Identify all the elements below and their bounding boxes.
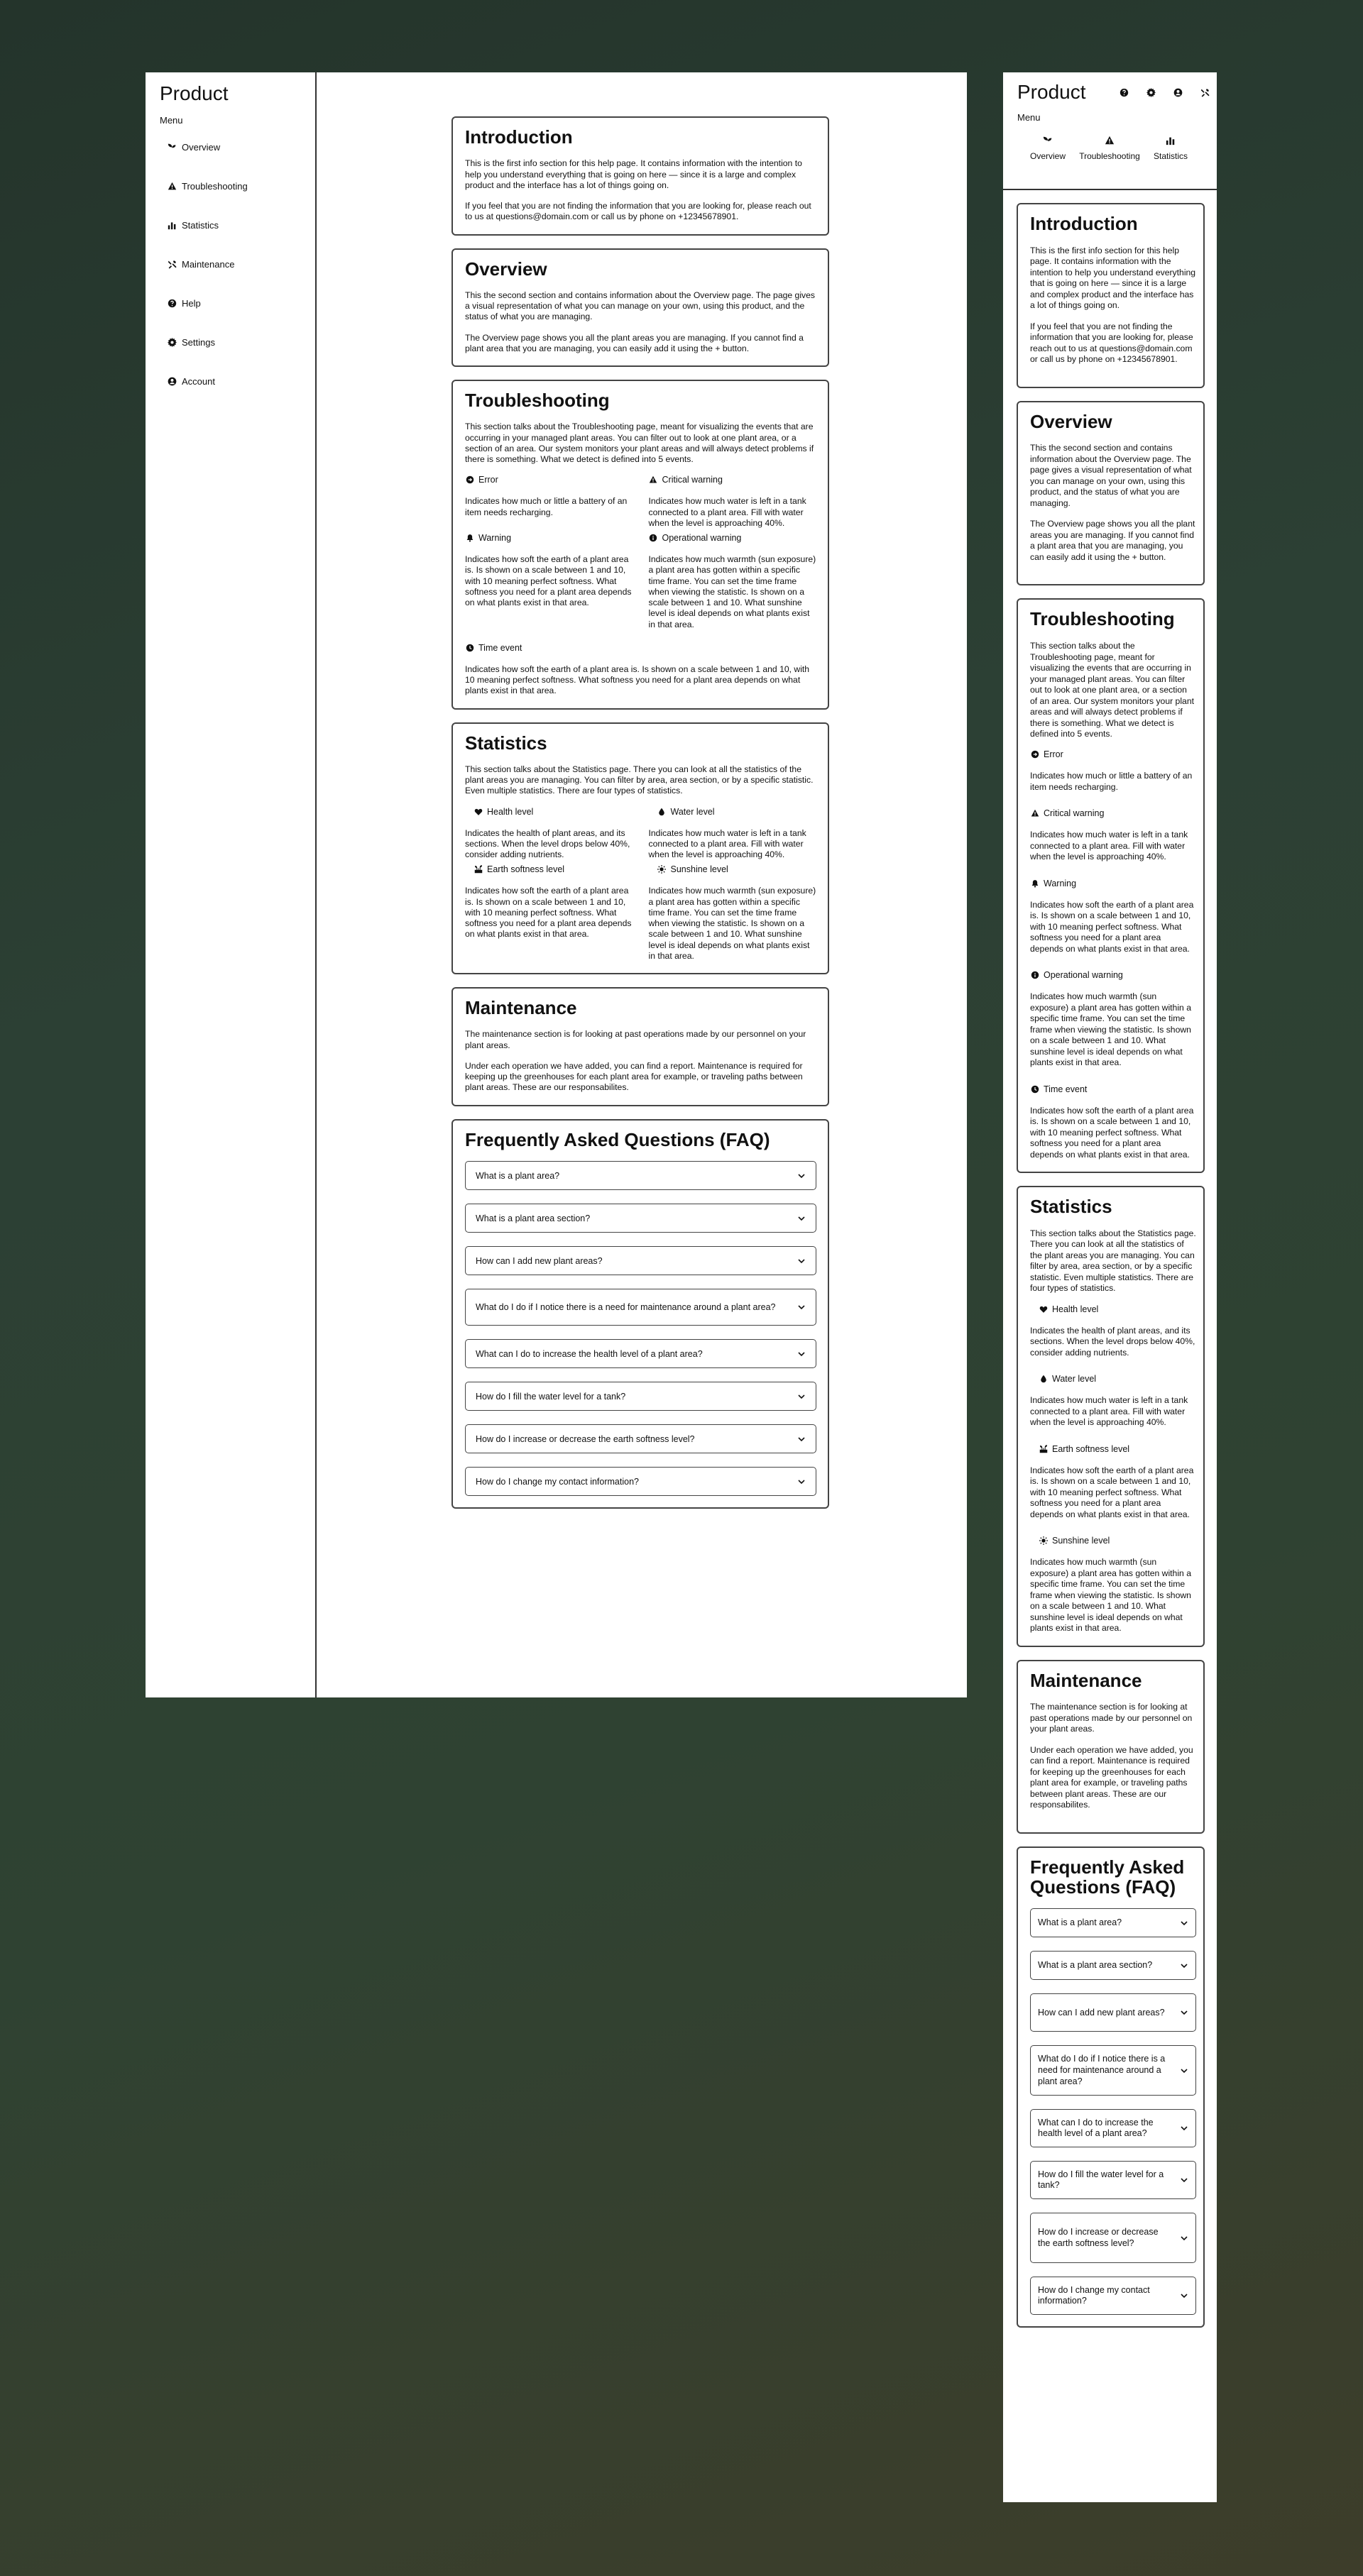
main-content [317, 72, 967, 1697]
stat-earth-softness [465, 864, 633, 962]
event-title: Error [1044, 749, 1063, 760]
nav-item-label: Statistics [1153, 151, 1188, 161]
chevron-down-icon [797, 1257, 806, 1265]
overview-title: Overview [465, 258, 547, 280]
warning-triangle-icon [1030, 809, 1039, 818]
sidebar-item-label: Settings [182, 336, 215, 348]
intro-contact-text: If you feel that you are not finding the information that you are looking for, please reach out to us at questions@domain.com or call us by phone on +12345678901. [1030, 321, 1193, 365]
stat-text: Indicates how soft the earth of a plant area is. Is shown on a scale between 1 and 10, with 10 meaning perfect softness. What softness you need for a plant area depends on what plants exist in that area. [1030, 1465, 1194, 1519]
overview-text: This the second section and contains information about the Overview page. The page gives a visual representation of what you can manage on your own, using this product, and the status of what you are managing. [465, 290, 815, 322]
header-icons [1119, 87, 1210, 97]
stat-text: Indicates how soft the earth of a plant area is. Is shown on a scale between 1 and 10, with 10 meaning perfect softness. What softness you need for a plant area depends on what plants exist in that area. [465, 886, 632, 940]
faq-card [451, 1119, 829, 1509]
event-time-event [1030, 1084, 1196, 1160]
event-warning [465, 533, 633, 630]
event-text: Indicates how soft the earth of a plant area is. Is shown on a scale between 1 and 10, with 10 meaning perfect softness. What softness you need for a plant area depends on what plants exist in that area. [465, 664, 810, 696]
event-text: Indicates how soft the earth of a plant area is. Is shown on a scale between 1 and 10, with 10 meaning perfect softness. What softness you need for a plant area depends on what plants exist in that area. [1030, 1105, 1194, 1160]
warning-triangle-icon [1105, 136, 1115, 145]
mobile-column [1003, 190, 1217, 2328]
faq-item[interactable] [1030, 2161, 1196, 2199]
stat-title: Health level [487, 806, 534, 817]
menu-label: Menu [1017, 112, 1041, 123]
event-text: Indicates how soft the earth of a plant area is. Is shown on a scale between 1 and 10, with 10 meaning perfect softness. What softness you need for a plant area depends on what plants exist in that area. [465, 554, 632, 608]
intro-text: This is the first info section for this help page. It contains information with the intention to help you understand everything that is going on here — since it is a large and complex product and the interface has a lot of things going on. [465, 158, 802, 190]
troubleshooting-title: Troubleshooting [1030, 608, 1175, 630]
statistics-title: Statistics [1030, 1196, 1112, 1218]
faq-question: How do I change my contact information? [476, 1476, 639, 1487]
faq-question: How do I change my contact information? [1038, 2284, 1150, 2306]
statistics-intro: This section talks about the Statistics page. There you can look at all the statistics of the plant areas you are managing. You can filter by area, area section, or by a specific statistic. Even multiple statistics. There are four types of statistics. [465, 764, 814, 796]
sidebar-item-statistics[interactable] [167, 219, 315, 231]
faq-item[interactable] [1030, 1993, 1196, 2032]
event-text: Indicates how much water is left in a tank connected to a plant area. Fill with water when the level is approaching 40%. [1030, 830, 1188, 862]
chevron-down-icon [1180, 1919, 1188, 1927]
stat-title: Earth softness level [1052, 1443, 1130, 1454]
gear-icon [167, 337, 177, 347]
sidebar-item-maintenance[interactable] [167, 258, 315, 270]
event-text: Indicates how much or little a battery of an item needs recharging. [1030, 771, 1193, 792]
faq-question: What do I do if I notice there is a need for maintenance around a plant area? [476, 1302, 776, 1313]
chevron-down-icon [1180, 2176, 1188, 2184]
troubleshooting-intro: This section talks about the Troubleshooting page, meant for visualizing the events that are occurring in your managed plant areas. You can filter out to look at one plant area, or a section of an area. Our system monitors your plant areas and will always detect problems if there is something. What we detect is defined into 5 events. [1030, 641, 1194, 739]
mobile-header [1003, 72, 1217, 190]
chevron-down-icon [797, 1392, 806, 1401]
stat-sunshine-level [649, 864, 817, 962]
faq-item[interactable] [465, 1289, 816, 1326]
stat-health-level [465, 807, 633, 861]
faq-question: What can I do to increase the health level of a plant area? [1038, 2117, 1154, 2139]
sidebar-item-help[interactable] [167, 297, 315, 309]
clock-icon [465, 643, 474, 652]
stat-text: Indicates how much water is left in a tank connected to a plant area. Fill with water when the level is approaching 40%. [1030, 1395, 1188, 1428]
help-icon[interactable] [1119, 87, 1129, 97]
event-title: Critical warning [662, 475, 723, 485]
faq-question: What is a plant area? [1038, 1917, 1122, 1928]
event-title: Time event [1044, 1084, 1088, 1094]
stat-title: Health level [1052, 1304, 1099, 1314]
tools-icon [167, 259, 177, 269]
chevron-down-icon [1180, 2291, 1188, 2300]
overview-card [1017, 401, 1205, 586]
help-icon [167, 298, 177, 308]
sidebar-item-settings[interactable] [167, 336, 315, 348]
info-icon [649, 534, 658, 543]
chevron-down-icon [797, 1350, 806, 1358]
error-icon [1030, 750, 1039, 759]
faq-question: What can I do to increase the health level of a plant area? [476, 1348, 703, 1359]
sidebar-item-account[interactable] [167, 375, 315, 387]
event-warning [1030, 879, 1196, 954]
maintenance-title: Maintenance [465, 997, 577, 1019]
stat-title: Sunshine level [670, 864, 728, 875]
event-critical-warning [649, 475, 817, 529]
maintenance-text-2: Under each operation we have added, you can find a report. Maintenance is required for keeping up the greenhouses for each plant area for example, or traveling paths between plant areas. These are our responsabilites. [1030, 1744, 1193, 1810]
event-text: Indicates how much or little a battery of an item needs recharging. [465, 496, 628, 517]
chevron-down-icon [797, 1303, 806, 1311]
chevron-down-icon [797, 1477, 806, 1486]
maintenance-card [451, 987, 829, 1106]
chevron-down-icon [797, 1172, 806, 1180]
bar-chart-icon [167, 220, 177, 230]
nav-item-label: Troubleshooting [1079, 151, 1140, 161]
event-title: Time event [478, 642, 522, 653]
intro-card [451, 116, 829, 236]
stat-text: Indicates the health of plant areas, and its sections. When the level drops below 40%, consider adding nutrients. [465, 827, 630, 860]
chevron-down-icon [797, 1435, 806, 1443]
chevron-down-icon [797, 1214, 806, 1223]
faq-question: How can I add new plant areas? [1038, 2007, 1165, 2018]
faq-item[interactable] [465, 1161, 816, 1190]
clock-icon [1030, 1084, 1039, 1094]
stat-title: Earth softness level [487, 864, 565, 875]
stat-title: Sunshine level [1052, 1536, 1110, 1546]
overview-text-2: The Overview page shows you all the plant areas you are managing. If you cannot find a plant area that you are managing, you can easily add it using the + button. [465, 332, 804, 353]
troubleshooting-title: Troubleshooting [465, 390, 610, 412]
event-operational-warning [649, 533, 817, 630]
faq-item[interactable] [465, 1204, 816, 1233]
sidebar-item-label: Account [182, 375, 215, 387]
faq-question: How do I fill the water level for a tank? [476, 1391, 626, 1402]
stat-text: Indicates how much water is left in a tank connected to a plant area. Fill with water when the level is approaching 40%. [648, 827, 806, 860]
plant-icon [167, 142, 177, 152]
sidebar [146, 72, 317, 1697]
event-time-event [465, 643, 816, 697]
intro-title: Introduction [465, 126, 573, 148]
statistics-card [451, 722, 829, 975]
chevron-down-icon [1180, 2008, 1188, 2017]
chevron-down-icon [1180, 2066, 1188, 2075]
nav-item-troubleshooting[interactable] [1079, 136, 1140, 161]
warning-triangle-icon [649, 475, 658, 485]
faq-item[interactable] [465, 1246, 816, 1275]
brand-title: Product [160, 82, 229, 104]
stat-water-level [649, 807, 817, 861]
stat-water-level [1030, 1374, 1196, 1428]
statistics-card [1017, 1186, 1205, 1646]
error-icon [465, 475, 474, 485]
brand-title: Product [1017, 81, 1086, 103]
menu-label: Menu [160, 115, 183, 126]
earth-icon [1039, 1444, 1048, 1453]
statistics-title: Statistics [465, 732, 547, 754]
event-operational-warning [1030, 970, 1196, 1068]
maintenance-title: Maintenance [1030, 1669, 1142, 1691]
faq-title: Frequently Asked Questions (FAQ) [465, 1128, 770, 1150]
faq-item[interactable] [1030, 2045, 1196, 2096]
info-icon [1030, 971, 1039, 980]
nav-item-overview[interactable] [1030, 136, 1066, 161]
faq-title: Frequently Asked Questions (FAQ) [1030, 1856, 1185, 1898]
gear-icon[interactable] [1146, 87, 1156, 97]
faq-question: What do I do if I notice there is a need for maintenance around a plant area? [1038, 2054, 1166, 2086]
sidebar-item-label: Troubleshooting [182, 180, 248, 192]
mobile-view [1003, 72, 1217, 2502]
faq-card [1017, 1846, 1205, 2328]
event-text: Indicates how soft the earth of a plant area is. Is shown on a scale between 1 and 10, with 10 meaning perfect softness. What softness you need for a plant area depends on what plants exist in that area. [1030, 899, 1194, 954]
heart-icon [1039, 1304, 1048, 1314]
troubleshooting-intro: This section talks about the Troubleshooting page, meant for visualizing the events that are occurring in your managed plant areas. You can filter out to look at one plant area, or a section of an area. Our system monitors your plant areas and will always detect problems if there is something. What we detect is defined into 5 events. [465, 422, 814, 465]
stat-title: Water level [670, 806, 715, 817]
overview-title: Overview [1030, 410, 1112, 432]
stat-text: Indicates how much warmth (sun exposure) a plant area has gotten within a specific time frame. You can set the time frame when viewing the statistic. Is shown on a scale between 1 and 10. What sunshine level is ideal depends on what plants exist in that area. [1030, 1557, 1191, 1634]
plant-icon [1043, 136, 1053, 145]
stat-title: Water level [1052, 1374, 1097, 1385]
sun-icon [1039, 1536, 1048, 1546]
sun-icon [657, 865, 667, 874]
event-text: Indicates how much warmth (sun exposure) a plant area has gotten within a specific time frame. You can set the time frame when viewing the statistic. Is shown on a scale between 1 and 10. What sunshine level is ideal depends on what plants exist in that area. [648, 554, 816, 629]
troubleshooting-card [451, 380, 829, 710]
bell-icon [465, 534, 474, 543]
faq-item[interactable] [1030, 1908, 1196, 1937]
water-drop-icon [657, 807, 667, 816]
intro-text: This is the first info section for this help page. It contains information with the intention to help you understand everything that is going on here — since it is a large and complex product and the interface has a lot of things going on. [1030, 245, 1196, 311]
sidebar-item-label: Maintenance [182, 258, 235, 270]
event-error [465, 475, 633, 529]
troubleshooting-card [1017, 598, 1205, 1173]
event-text: Indicates how much warmth (sun exposure) a plant area has gotten within a specific time frame. You can set the time frame when viewing the statistic. Is shown on a scale between 1 and 10. What sunshine level is ideal depends on what plants exist in that area. [1030, 991, 1191, 1068]
intro-title: Introduction [1030, 213, 1138, 234]
intro-card [1017, 203, 1205, 388]
statistics-intro: This section talks about the Statistics page. There you can look at all the statistics of the plant areas you are managing. You can filter by area, area section, or by a specific statistic. Even multiple statistics. There are four types of statistics. [1030, 1228, 1196, 1294]
sidebar-item-label: Help [182, 297, 201, 309]
stat-text: Indicates the health of plant areas, and its sections. When the level drops below 40%, consider adding nutrients. [1030, 1325, 1195, 1358]
faq-question: How can I add new plant areas? [476, 1255, 603, 1266]
sidebar-item-troubleshooting[interactable] [167, 180, 315, 192]
sidebar-item-label: Overview [182, 141, 221, 153]
event-title: Operational warning [662, 533, 742, 544]
faq-question: How do I fill the water level for a tank? [1038, 2169, 1164, 2191]
account-icon [167, 376, 177, 386]
faq-question: How do I increase or decrease the earth softness level? [476, 1433, 695, 1444]
faq-item[interactable] [1030, 2109, 1196, 2147]
sidebar-item-overview[interactable] [167, 141, 315, 153]
stat-text: Indicates how much warmth (sun exposure) a plant area has gotten within a specific time frame. You can set the time frame when viewing the statistic. Is shown on a scale between 1 and 10. What sunshine level is ideal depends on what plants exist in that area. [648, 886, 816, 961]
maintenance-text: The maintenance section is for looking at past operations made by our personnel on your plant areas. [1030, 1702, 1193, 1734]
faq-question: What is a plant area? [476, 1170, 560, 1181]
warning-triangle-icon [167, 181, 177, 191]
bell-icon [1030, 879, 1039, 888]
overview-text: This the second section and contains information about the Overview page. The page gives a visual representation of what you can manage on your own, using this product, and the status of what you are managing. [1030, 443, 1192, 508]
statistic-grid [465, 807, 816, 962]
stat-earth-softness [1030, 1444, 1196, 1520]
event-title: Critical warning [1044, 808, 1105, 819]
help-column [451, 116, 829, 1521]
overview-text-2: The Overview page shows you all the plant areas you are managing. If you cannot find a plant area that you are managing, you can easily add it using the + button. [1030, 519, 1195, 562]
maintenance-text: The maintenance section is for looking at past operations made by our personnel on your plant areas. [465, 1029, 806, 1050]
maintenance-card [1017, 1660, 1205, 1834]
faq-item[interactable] [465, 1467, 816, 1496]
event-grid [465, 475, 816, 630]
faq-item[interactable] [465, 1339, 816, 1368]
tools-icon[interactable] [1200, 87, 1210, 97]
sidebar-item-label: Statistics [182, 219, 219, 231]
faq-item[interactable] [1030, 2213, 1196, 2263]
faq-question: What is a plant area section? [476, 1213, 591, 1223]
event-title: Warning [1044, 878, 1077, 888]
nav-item-statistics[interactable] [1154, 136, 1188, 161]
event-title: Operational warning [1044, 970, 1123, 981]
water-drop-icon [1039, 1375, 1048, 1384]
nav-item-label: Overview [1030, 151, 1066, 161]
bar-chart-icon [1166, 136, 1176, 145]
chevron-down-icon [1180, 1961, 1188, 1970]
mobile-nav [1030, 136, 1188, 161]
faq-item[interactable] [465, 1382, 816, 1411]
event-text: Indicates how much water is left in a tank connected to a plant area. Fill with water when the level is approaching 40%. [648, 496, 806, 528]
stat-health-level [1030, 1304, 1196, 1358]
intro-contact-text: If you feel that you are not finding the information that you are looking for, please reach out to us at questions@domain.com or call us by phone on +12345678901. [465, 201, 811, 222]
faq-question: What is a plant area section? [1038, 1960, 1153, 1971]
event-title: Warning [478, 533, 512, 544]
chevron-down-icon [1180, 2124, 1188, 2132]
overview-card [451, 248, 829, 368]
desktop-view [146, 72, 967, 1697]
event-error [1030, 749, 1196, 793]
faq-question: How do I increase or decrease the earth softness level? [1038, 2227, 1159, 2248]
maintenance-text-2: Under each operation we have added, you can find a report. Maintenance is required for keeping up the greenhouses for each plant area for example, or traveling paths between plant areas. These are our responsabilites. [465, 1060, 803, 1093]
faq-item[interactable] [1030, 2277, 1196, 2315]
faq-item[interactable] [1030, 1951, 1196, 1980]
account-icon[interactable] [1173, 87, 1183, 97]
event-title: Error [478, 475, 498, 485]
earth-icon [474, 865, 483, 874]
heart-icon [474, 807, 483, 816]
stat-sunshine-level [1030, 1536, 1196, 1634]
event-critical-warning [1030, 808, 1196, 862]
chevron-down-icon [1180, 2234, 1188, 2242]
faq-item[interactable] [465, 1424, 816, 1453]
